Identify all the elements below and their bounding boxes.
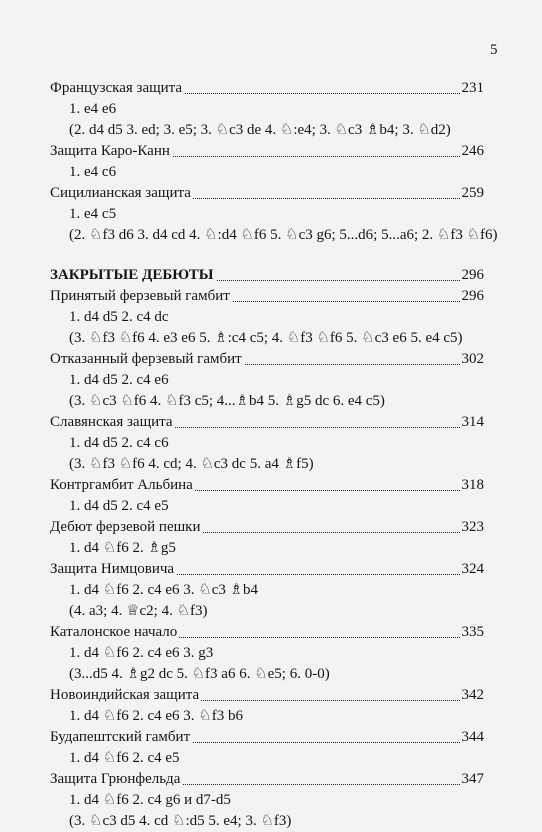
entry-title: Славянская защита: [50, 412, 175, 433]
move-line: (2. d4 d5 3. ed; 3. e5; 3. ♘c3 de 4. ♘:e4; 3. ♘c3 ♗b4; 3. ♘d2): [69, 122, 451, 138]
move-line: 1. e4 c6: [69, 164, 117, 180]
move-line: 1. d4 ♘f6 2. c4 e5: [69, 750, 180, 766]
section-gap: [0, 246, 542, 265]
move-line: 1. d4 ♘f6 2. ♗g5: [69, 540, 176, 556]
entry-title: Дебют ферзевой пешки: [50, 517, 202, 538]
entry-title: Французская защита: [50, 78, 184, 99]
move-line: 1. d4 ♘f6 2. c4 e6 3. g3: [69, 645, 214, 661]
entry-title: ЗАКРЫТЫЕ ДЕБЮТЫ: [50, 265, 216, 286]
toc-entry: [0, 349, 542, 370]
entry-page-number: 324: [460, 559, 485, 580]
move-line: 1. d4 d5 2. c4 c6: [69, 435, 169, 451]
entry-title: Защита Нимцовича: [50, 559, 176, 580]
toc-entry: [0, 141, 542, 162]
toc-entry: [0, 685, 542, 706]
table-of-contents: [0, 78, 542, 832]
move-line: (3. ♘f3 ♘f6 4. e3 e6 5. ♗:c4 c5; 4. ♘f3 ♘f6 5. ♘c3 e6 5. e4 c5): [69, 330, 463, 346]
toc-entry: [0, 769, 542, 790]
toc-entry: [0, 78, 542, 99]
entry-title: Новоиндийская защита: [50, 685, 201, 706]
entry-page-number: 347: [460, 769, 485, 790]
move-line: (2. ♘f3 d6 3. d4 cd 4. ♘:d4 ♘f6 5. ♘c3 g6; 5...d6; 5...a6; 2. ♘f3 ♘f6): [69, 227, 498, 243]
move-line: 1. d4 ♘f6 2. c4 e6 3. ♘c3 ♗b4: [69, 582, 259, 598]
entry-title: Принятый ферзевый гамбит: [50, 286, 232, 307]
entry-title: Контргамбит Альбина: [50, 475, 195, 496]
toc-entry: [0, 475, 542, 496]
toc-entry: [0, 622, 542, 643]
entry-title: Сицилианская защита: [50, 183, 193, 204]
move-line: (3. ♘c3 d5 4. cd ♘:d5 5. e4; 3. ♘f3): [69, 813, 292, 829]
move-line: 1. d4 ♘f6 2. c4 e6 3. ♘f3 b6: [69, 708, 243, 724]
entry-page-number: 302: [460, 349, 485, 370]
entry-title: Отказанный ферзевый гамбит: [50, 349, 244, 370]
toc-entry: [0, 412, 542, 433]
move-line: (3...d5 4. ♗g2 dc 5. ♘f3 a6 6. ♘e5; 6. 0-0): [69, 666, 330, 682]
move-line: 1. e4 c5: [69, 206, 117, 222]
move-line: 1. d4 ♘f6 2. c4 g6 и d7-d5: [69, 792, 231, 808]
entry-page-number: 335: [460, 622, 485, 643]
move-line: (3. ♘f3 ♘f6 4. cd; 4. ♘c3 dc 5. a4 ♗f5): [69, 456, 314, 472]
entry-title: Защита Каро-Канн: [50, 141, 172, 162]
toc-entry: [0, 517, 542, 538]
toc-section-heading: [0, 265, 542, 286]
entry-page-number: 323: [460, 517, 485, 538]
entry-title: Защита Грюнфельда: [50, 769, 182, 790]
toc-entry: [0, 183, 542, 204]
entry-title: Каталонское начало: [50, 622, 179, 643]
toc-entry: [0, 559, 542, 580]
entry-page-number: 296: [460, 265, 485, 286]
entry-page-number: 344: [460, 727, 485, 748]
move-line: 1. d4 d5 2. c4 e5: [69, 498, 169, 514]
entry-page-number: 314: [460, 412, 485, 433]
move-line: 1. d4 d5 2. c4 e6: [69, 372, 169, 388]
entry-page-number: 231: [460, 78, 485, 99]
entry-page-number: 342: [460, 685, 485, 706]
entry-page-number: 296: [460, 286, 485, 307]
move-line: 1. d4 d5 2. c4 dc: [69, 309, 169, 325]
move-line: (3. ♘c3 ♘f6 4. ♘f3 c5; 4...♗b4 5. ♗g5 dc 6. e4 c5): [69, 393, 385, 409]
move-line: 1. e4 e6: [69, 101, 117, 117]
toc-entry: [0, 286, 542, 307]
move-line: (4. a3; 4. ♕c2; 4. ♘f3): [69, 603, 208, 619]
entry-page-number: 318: [460, 475, 485, 496]
entry-page-number: 259: [460, 183, 485, 204]
entry-title: Будапештский гамбит: [50, 727, 192, 748]
toc-entry: [0, 727, 542, 748]
entry-page-number: 246: [460, 141, 485, 162]
page-number: 5: [490, 42, 498, 58]
